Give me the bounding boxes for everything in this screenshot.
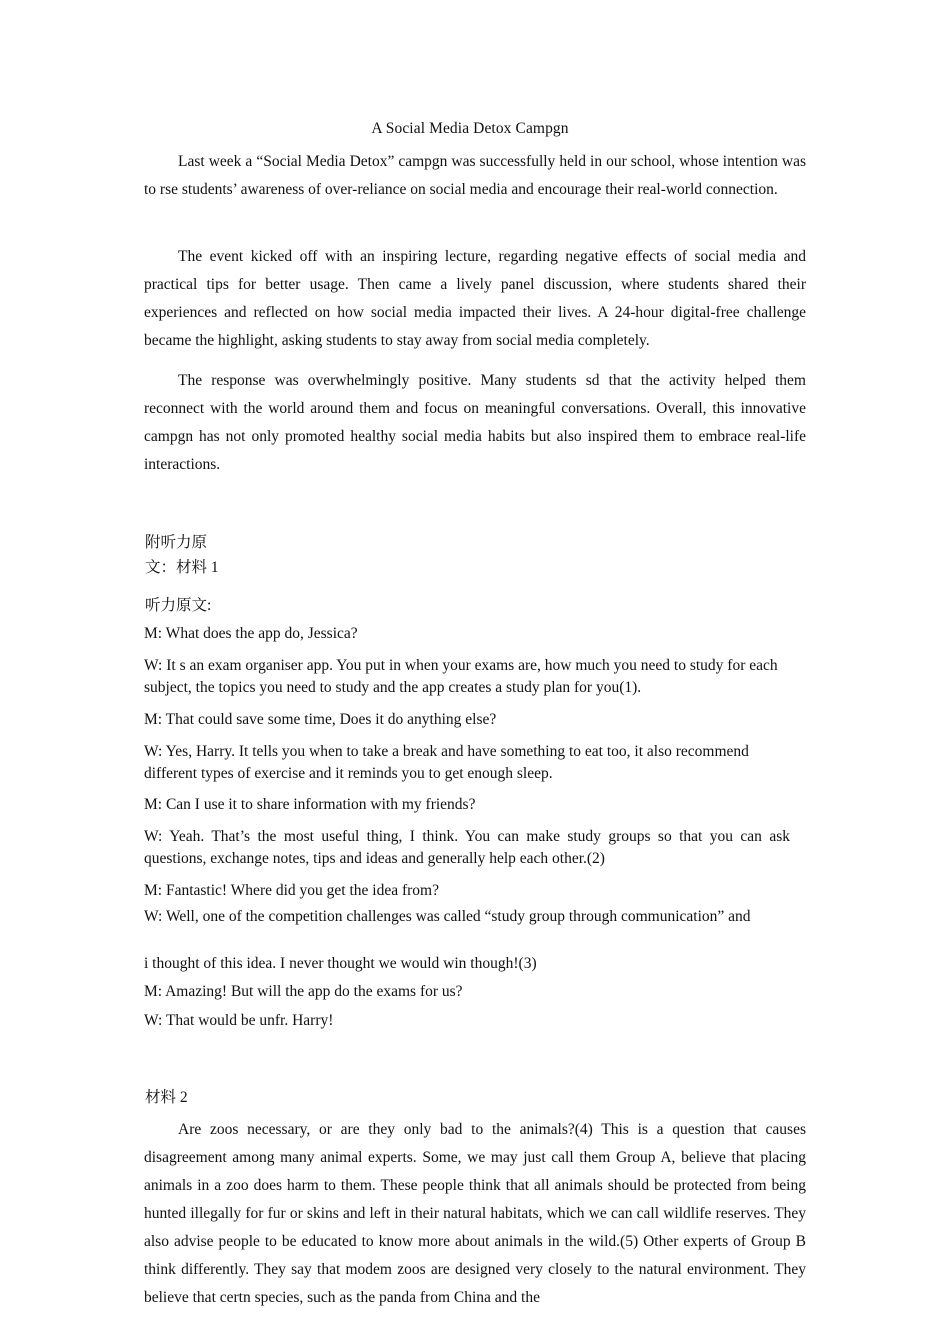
appendix-heading-line1: 附听力原 [145, 534, 208, 551]
essay-paragraph-1: Last week a “Social Media Detox” campgn was successfully held in our school, whose intention was to rse students’ awareness of over-reliance on social media and encourage their real-world connection. [144, 153, 806, 198]
dialogue-line: M: That could save some time, Does it do anything else? [144, 711, 497, 728]
dialogue-line: W: Well, one of the competition challenges was called “study group through communication” and [144, 908, 751, 925]
dialogue-line: i thought of this idea. I never thought we would win though!(3) [144, 955, 537, 972]
dialogue-line: M: Fantastic! Where did you get the idea from? [144, 882, 439, 899]
appendix-heading-line2: 文：材料 1 [145, 559, 219, 576]
transcript-label: 听力原文: [145, 597, 212, 614]
dialogue-line: M: What does the app do, Jessica? [144, 625, 358, 642]
material2-heading: 材料 2 [145, 1089, 188, 1106]
dialogue-line: M: Amazing! But will the app do the exams for us? [144, 983, 463, 1000]
dialogue-line: W: That would be unfr. Harry! [144, 1012, 334, 1029]
dialogue-line: M: Can I use it to share information with my friends? [144, 796, 476, 813]
material2-paragraph: Are zoos necessary, or are they only bad to the animals?(4) This is a question that causes disagreement among many animal experts. Some, we may just call them Group A, believe that placing animals in a zoo does harm to them. These people think that all animals should be protected from being hunted illegally for fur or skins and left in their natural habitats, which we can call wildlife reserves. They also advise people to be educated to know more about animals in the wild.(5) Other experts of Group B think differently. They say that modem zoos are designed very closely to the natural environment. They believe that certn species, such as the panda from China and the [144, 1121, 806, 1306]
essay-title: A Social Media Detox Campgn [371, 120, 569, 137]
dialogue-line: W: It s an exam organiser app. You put in when your exams are, how much you need to study for each subject, the topics you need to study and the app creates a study plan for you(1). [144, 657, 778, 696]
dialogue-line: W: Yeah. That’s the most useful thing, I think. You can make study groups so that you can ask questions, exchange notes, tips and ideas and generally help each other.(2) [144, 828, 790, 867]
dialogue-line: W: Yes, Harry. It tells you when to take a break and have something to eat too, it also recommend different types of exercise and it reminds you to get enough sleep. [144, 743, 749, 782]
essay-paragraph-3: The response was overwhelmingly positive. Many students sd that the activity helped them reconnect with the world around them and focus on meaningful conversations. Overall, this innovative campgn has not only promoted healthy social media habits but also inspired them to embrace real-life interactions. [144, 372, 806, 473]
essay-paragraph-2: The event kicked off with an inspiring lecture, regarding negative effects of social media and practical tips for better usage. Then came a lively panel discussion, where students shared their experiences and reflected on how social media impacted their lives. A 24-hour digital-free challenge became the highlight, asking students to stay away from social media completely. [144, 248, 806, 349]
